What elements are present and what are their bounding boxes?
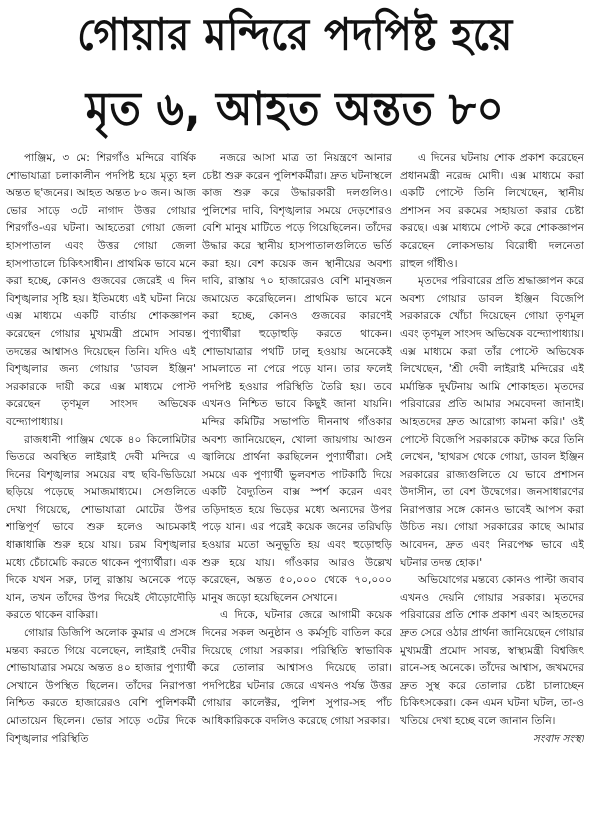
headline-line-2: মৃত ৬, আহত অন্তত ৮০ [85,81,505,136]
paragraph: মৃতদের পরিবারের প্রতি শ্রদ্ধাজ্ঞাপন করে অবশ্য গোয়ার ডাবল ইঞ্জিন বিজেপি সরকারকে খোঁচা দিয়েছেন গোয়া তৃণমূল এবং তৃণমূল সাংসদ অভিষেক বন্দ্যোপাধ্যায়। এক্স মাধ্যমে করা তাঁর পোস্টে অভিষেক লিখেছেন, 'শ্রী দেবী লাইরাই মন্দিরের এই মর্মান্তিক দুর্ঘটনায় আমি শোকাহত। মৃতদের পরিবারের প্রতি আমার সমবেদনা জানাই। আহতদের দ্রুত আরোগ্য কামনা করি।' ওই পোস্টে বিজেপি সরকারকে কটাক্ষ করে তিনি লেখেন, 'হাথরস থেকে গোয়া, ডাবল ইঞ্জিন সরকারের রাজ্যগুলিতে যে ভাবে প্রশাসন উদাসীন, তা বেশ উদ্বেগের। জনসাধারণের নিরাপত্তার সঙ্গে কোনও ভাবেই আপস করা উচিত নয়। গোয়া সরকারের কাছে আমার আবেদন, দ্রুত এবং নিরপেক্ষ ভাবে এই ঘটনার তদন্ত হোক।' [400,275,584,569]
article-column-3 [400,150,584,830]
paragraph: গোয়ার ডিজিপি অলোক কুমার এ প্রসঙ্গে মন্তব্য করতে গিয়ে বলেছেন, লাইরাই দেবীর শোভাযাত্রার সময়ে অন্তত ৪০ হাজার পুণ্যার্থী সেখানে উপস্থিত ছিলেন। তাঁদের নিরাপত্তা নিশ্চিত করতে হাজারেরও বেশি পুলিশকর্মী মোতায়েন ছিলেন। ভোর সাড়ে ৩টের দিকে বিশৃঙ্খলার পরিস্থিতি [6,627,196,745]
article-column-2 [202,150,392,830]
paragraph: এ দিকে, ঘটনার জেরে আগামী কয়েক দিনের সকল অনুষ্ঠান ও কর্মসূচি বাতিল করে দিয়েছে গোয়া সরকার। পরিস্থিতি স্বাভাবিক করে তোলার আশ্বাসও দিয়েছে তারা। পদপিষ্টের ঘটনার জেরে এখনও পর্যন্ত উত্তর গোয়ার কালেক্টর, পুলিশ সুপার-সহ পাঁচ আধিকারিককে বদলিও করেছে গোয়া সরকার। [202,609,392,727]
headline-line-1: গোয়ার মন্দিরে পদপিষ্ট হয়ে [77,9,513,61]
paragraph: অভিযোগের মন্তব্যে কোনও পাল্টা জবাব এখনও দেয়নি গোয়ার সরকার। মৃতদের পরিবারের প্রতি শোক প্রকাশ এবং আহতদের দ্রুত সেরে ওঠার প্রার্থনা জানিয়েছেন গোয়ার মুখ্যমন্ত্রী প্রমোদ সাবন্ত, স্বাস্থ্যমন্ত্রী বিশ্বজিৎ রানে-সহ অনেকে। তাঁদের আশ্বাস, জখমদের দ্রুত সুস্থ করে তোলার চেষ্টা চালাচ্ছেন চিকিৎসকেরা। কেন এমন ঘটনা ঘটল, তা-ও খতিয়ে দেখা হচ্ছে বলে জানান তিনি। [400,574,584,727]
news-agency-credit: সংবাদ সংস্থা [532,732,584,745]
paragraph: এ দিনের ঘটনায় শোক প্রকাশ করেছেন প্রধানমন্ত্রী নরেন্দ্র মোদী। এক্স মাধ্যমে করা একটি পোস্টে তিনি লিখেছেন, স্থানীয় প্রশাসন সব রকমের সহায়তা করার চেষ্টা করছে। এক্স মাধ্যমে পোস্ট করে শোকজ্ঞাপন করেছেন লোকসভায় বিরোধী দলনেতা রাহুল গাঁধীও। [400,152,584,270]
article-column-1 [6,150,196,830]
article-body [6,150,584,830]
paragraph: নজরে আসা মাত্র তা নিয়ন্ত্রণে আনার চেষ্টা শুরু করেন পুলিশকর্মীরা। দ্রুত ঘটনাস্থলে কাজ শুরু করে উদ্ধারকারী দলগুলিও। পুলিশের দাবি, বিশৃঙ্খলার সময়ে দেড়শোরও বেশি মানুষ মাটিতে পড়ে গিয়েছিলেন। তাঁদের উদ্ধার করে স্থানীয় হাসপাতালগুলিতে ভর্তি করা হয়। বেশ কয়েক জন স্থানীয়ের অবশ্য দাবি, রাস্তায় ৭০ হাজারেরও বেশি মানুষজন জমায়েত করেছিলেন। প্রাথমিক ভাবে মনে করা হচ্ছে, কোনও গুজবের কারণেই পুণ্যার্থীরা হুড়োহুড়ি করতে থাকেন। শোভাযাত্রার পথটি ঢালু হওয়ায় অনেকেই সামলাতে না পেরে পড়ে যান। তার ফলেই পদপিষ্ট হওয়ার পরিস্থিতি তৈরি হয়। তবে এখনও নিশ্চিত ভাবে কিছুই জানা যায়নি। মন্দির কমিটির সভাপতি দীননাথ গাঁওকার অবশ্য জানিয়েছেন, খোলা জায়গায় আগুন জ্বালিয়ে প্রার্থনা করছিলেন পুণ্যার্থীরা। সেই সময়ে এক পুণ্যার্থী ভুলবশত পাটকাঠি দিয়ে একটি বৈদ্যুতিন বাক্স স্পর্শ করেন এবং তড়িদাহত হয়ে ভিড়ের মধ্যে অন্যদের উপর পড়ে যান। এর পরেই কয়েক জনের তরিঘড়ি হওয়ার মতো অনুভূতি হয় এবং হুড়োহুড়ি শুরু হয়ে যায়। গাঁওকার আরও উল্লেখ করেছেন, অন্তত ৫০,০০০ থেকে ৭০,০০০ মানুষ জড়ো হয়েছিলেন সেখানে। [202,152,392,604]
paragraph: রাজধানী পাঞ্জিম থেকে ৪০ কিলোমিটার ভিতরে অবস্থিত লাইরাই দেবী মন্দিরে এ দিনের বিশৃঙ্খলার সময়ের বহু ছবি-ভিডিয়ো ছড়িয়ে পড়েছে সমাজমাধ্যমে। সেগুলিতে দেখা গিয়েছে, শোভাযাত্রা মোটের উপর শান্তিপূর্ণ ভাবে শুরু হলেও আচমকাই ধাক্কাধাক্কি শুরু হয়ে যায়। চরম বিশৃঙ্খলার মধ্যে চেঁচামেচি করতে থাকেন পুণ্যার্থীরা। এক দিকে যখন সরু, ঢালু রাস্তায় অনেকে পড়ে যান, তখন তাঁদের উপর দিয়েই দৌড়োদৌড়ি করতে থাকেন বাকিরা। [6,433,196,622]
paragraph: পাঞ্জিম, ৩ মে: শিরগাঁও মন্দিরে বার্ষিক শোভাযাত্রা চলাকালীন পদপিষ্ট হয়ে মৃত্যু হল অন্তত ছ'জনের। আহত অন্তত ৮০ জন। আজ ভোর সাড়ে ৩টে নাগাদ উত্তর গোয়ার শিরগাঁও-এর ঘটনা। আহতেরা গোয়া জেলা হাসপাতাল এবং উত্তর গোয়া জেলা হাসপাতালে চিকিৎসাধীন। প্রাথমিক ভাবে মনে করা হচ্ছে, কোনও গুজবের জেরেই এ দিন বিশৃঙ্খলার সৃষ্টি হয়। ইতিমধ্যে এই ঘটনা নিয়ে এক্স মাধ্যমে একটি বার্তায় শোকজ্ঞাপন করেছেন গোয়ার মুখ্যমন্ত্রী প্রমোদ সাবন্ত। তদন্তের আশ্বাসও দিয়েছেন তিনি। যদিও এই বিশৃঙ্খলার জন্য গোয়ার 'ডাবল ইঞ্জিন' সরকারকে দায়ী করে এক্স মাধ্যমে পোস্ট করেছেন তৃণমূল সাংসদ অভিষেক বন্দ্যোপাধ্যায়। [6,152,196,428]
